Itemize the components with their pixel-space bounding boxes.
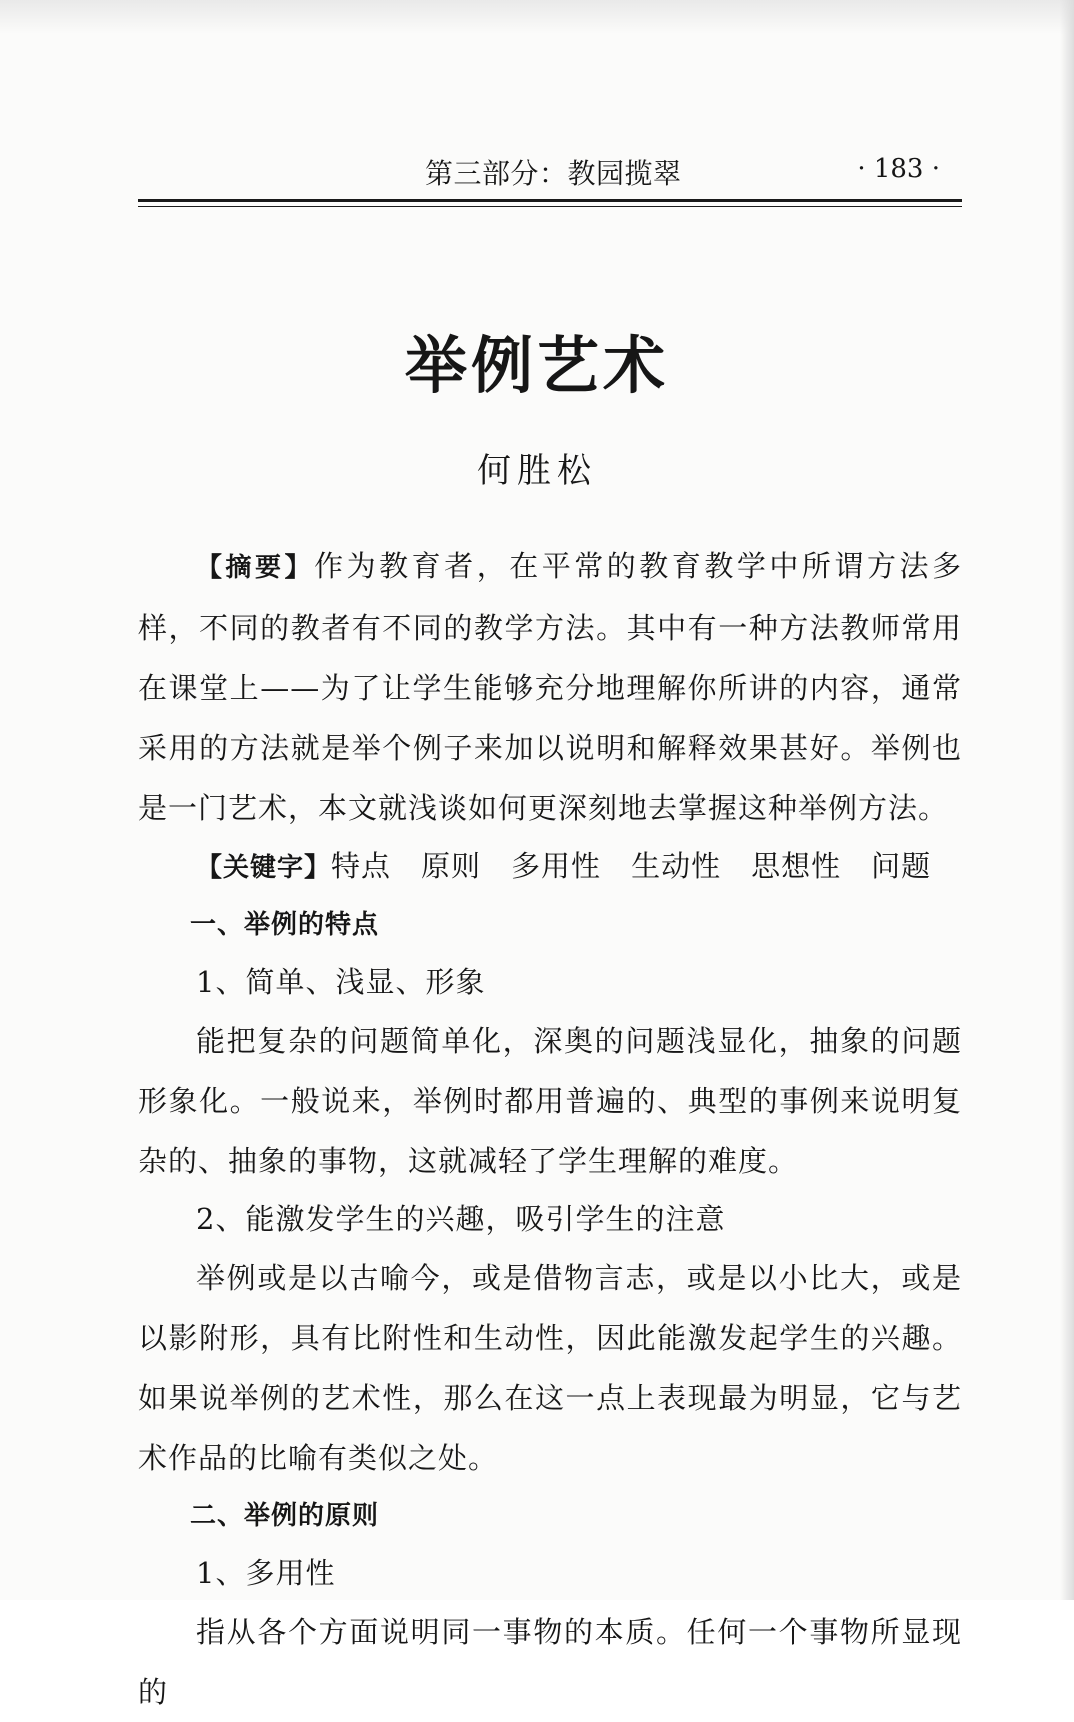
header-rule-thick bbox=[138, 199, 962, 202]
keyword: 原则 bbox=[421, 849, 482, 883]
keyword: 问题 bbox=[871, 849, 932, 883]
article-title: 举例艺术 bbox=[404, 329, 669, 402]
subsection-paragraph: 指从各个方面说明同一事物的本质。任何一个事物所显现的 bbox=[138, 1615, 962, 1709]
subsection-heading: 1、简单、浅显、形象 bbox=[196, 965, 486, 999]
article-author: 何胜松 bbox=[477, 451, 597, 491]
subsection-paragraph: 举例或是以古喻今，或是借物言志，或是以小比大，或是以影附形，具有比附性和生动性，因此能激发起学生的兴趣。如果说举例的艺术性，那么在这一点上表现最为明显，它与艺术作品的比喻有类似之处。 bbox=[138, 1261, 962, 1475]
keyword: 思想性 bbox=[751, 849, 842, 883]
section-heading: 一、举例的特点 bbox=[190, 910, 380, 940]
page-number: · 183 · bbox=[857, 154, 940, 184]
subsection-heading: 1、多用性 bbox=[196, 1556, 336, 1590]
scan-shadow-top bbox=[0, 0, 1074, 34]
article-body bbox=[138, 536, 962, 1722]
running-header bbox=[138, 150, 962, 196]
keywords-label: 【关键字】 bbox=[196, 853, 332, 883]
subsection-heading: 2、能激发学生的兴趣，吸引学生的注意 bbox=[196, 1202, 726, 1236]
abstract-text: 作为教育者，在平常的教育教学中所谓方法多样，不同的教者有不同的教学方法。其中有一种方法教师常用在课堂上——为了让学生能够充分地理解你所讲的内容，通常采用的方法就是举个例子来加以说明和解释效果甚好。举例也是一门艺术，本文就浅谈如何更深刻地去掌握这种举例方法。 bbox=[138, 549, 962, 825]
abstract-label: 【摘要】 bbox=[196, 553, 315, 583]
keywords-line bbox=[138, 838, 962, 897]
header-rule-thin bbox=[138, 206, 962, 207]
running-header-title: 第三部分：教园揽翠 bbox=[425, 157, 682, 190]
abstract-paragraph bbox=[138, 536, 962, 838]
subsection-paragraph: 能把复杂的问题简单化，深奥的问题浅显化，抽象的问题形象化。一般说来，举例时都用普遍的、典型的事例来说明复杂的、抽象的事物，这就减轻了学生理解的难度。 bbox=[138, 1024, 962, 1178]
scan-shadow-right bbox=[1060, 0, 1074, 1600]
keyword: 生动性 bbox=[631, 849, 722, 883]
keyword: 多用性 bbox=[511, 849, 602, 883]
keyword: 特点 bbox=[331, 849, 392, 883]
section-heading: 二、举例的原则 bbox=[190, 1501, 380, 1531]
